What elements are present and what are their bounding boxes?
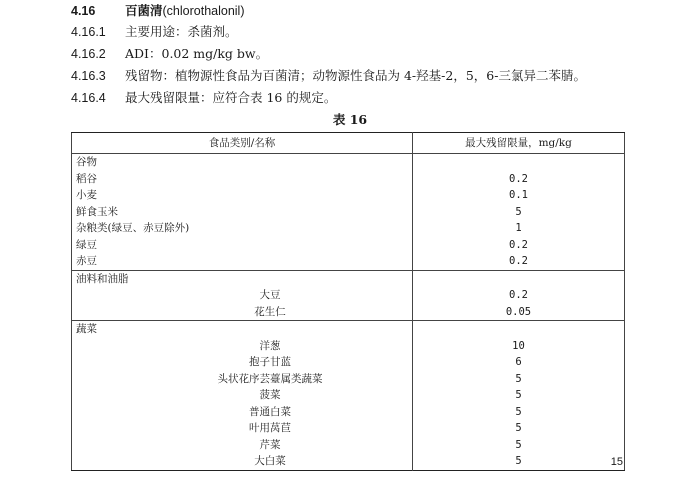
mrl-value: 5: [515, 372, 522, 385]
food-name: 大豆: [72, 287, 413, 304]
mrl-value: 5: [515, 405, 522, 418]
mrl-value: 5: [515, 422, 522, 434]
clause-number: 4.16.1: [71, 25, 106, 39]
food-name: 大白菜: [72, 453, 413, 470]
clause-number: 4.16.2: [71, 47, 106, 61]
mrl-value: 0.2: [509, 238, 528, 251]
clause-text: 最大残留限量：应符合表 16 的规定。: [125, 90, 337, 105]
category-row: [72, 270, 625, 287]
table-row: [72, 287, 625, 304]
clause-text: ADI：0.02 mg/kg bw。: [125, 46, 269, 61]
table-row: [72, 304, 625, 321]
table-row: [72, 404, 625, 421]
table-row: [72, 237, 625, 254]
mrl-value: 5: [515, 455, 522, 467]
table-row: [72, 453, 625, 470]
section-heading-latin: (chlorothalonil): [162, 4, 245, 18]
food-name: 普通白菜: [72, 404, 413, 421]
mrl-value: 6: [515, 356, 522, 368]
food-name: 绿豆: [72, 237, 413, 254]
category-label: 油料和油脂: [72, 270, 413, 287]
clause-4-16-1: [71, 24, 238, 40]
section-heading: [71, 3, 245, 19]
food-name: 头状花序芸薹属类蔬菜: [72, 371, 413, 388]
section-heading-title: 百菌清: [125, 3, 163, 18]
food-name: 杂粮类(绿豆、赤豆除外): [72, 220, 413, 237]
mrl-value: 5: [515, 205, 522, 218]
table-row: [72, 253, 625, 270]
table-row: [72, 338, 625, 355]
category-row: [72, 154, 625, 171]
page-number: 15: [610, 456, 623, 468]
table-row: [72, 437, 625, 454]
table-row: [72, 420, 625, 437]
mrl-value: 5: [515, 438, 522, 451]
food-name: 赤豆: [72, 253, 413, 270]
clause-4-16-4: [71, 90, 336, 106]
header-max-residue-limit: 最大残留限量，mg/kg: [413, 133, 625, 154]
mrl-value: 0.2: [509, 172, 528, 185]
mrl-value: 10: [512, 339, 525, 352]
food-name: 芹菜: [72, 437, 413, 454]
category-label: 蔬菜: [72, 321, 413, 338]
clause-text: 残留物：植物源性食品为百菌清；动物源性食品为 4-羟基-2，5，6-三氯异二苯腈。: [125, 68, 586, 83]
mrl-table: [71, 132, 625, 471]
food-name: 抱子甘蓝: [72, 354, 413, 371]
clause-number: 4.16.3: [71, 69, 106, 83]
table-row: [72, 187, 625, 204]
clause-number: 4.16.4: [71, 91, 106, 105]
food-name: 小麦: [72, 187, 413, 204]
table-header-row: [72, 133, 625, 154]
food-name: 洋葱: [72, 338, 413, 355]
table-row: [72, 204, 625, 221]
mrl-value: 0.2: [509, 255, 528, 267]
food-name: 花生仁: [72, 304, 413, 321]
clause-4-16-3: [71, 68, 586, 84]
table-row: [72, 387, 625, 404]
category-label: 谷物: [72, 154, 413, 171]
food-name: 菠菜: [72, 387, 413, 404]
table-row: [72, 371, 625, 388]
mrl-value: 0.1: [509, 189, 528, 201]
table-row: [72, 171, 625, 188]
mrl-value: 0.2: [509, 289, 528, 301]
table-row: [72, 220, 625, 237]
section-heading-number: 4.16: [71, 4, 96, 18]
clause-text: 主要用途：杀菌剂。: [125, 24, 238, 39]
table-row: [72, 354, 625, 371]
food-name: 叶用莴苣: [72, 420, 413, 437]
mrl-value: 1: [515, 222, 522, 234]
category-row: [72, 321, 625, 338]
food-name: 稻谷: [72, 171, 413, 188]
header-food-category: 食品类别/名称: [72, 133, 413, 154]
clause-4-16-2: [71, 46, 268, 62]
mrl-value: 5: [515, 389, 522, 401]
table-caption: 表 16: [332, 112, 368, 127]
mrl-value: 0.05: [505, 305, 532, 318]
food-name: 鲜食玉米: [72, 204, 413, 221]
